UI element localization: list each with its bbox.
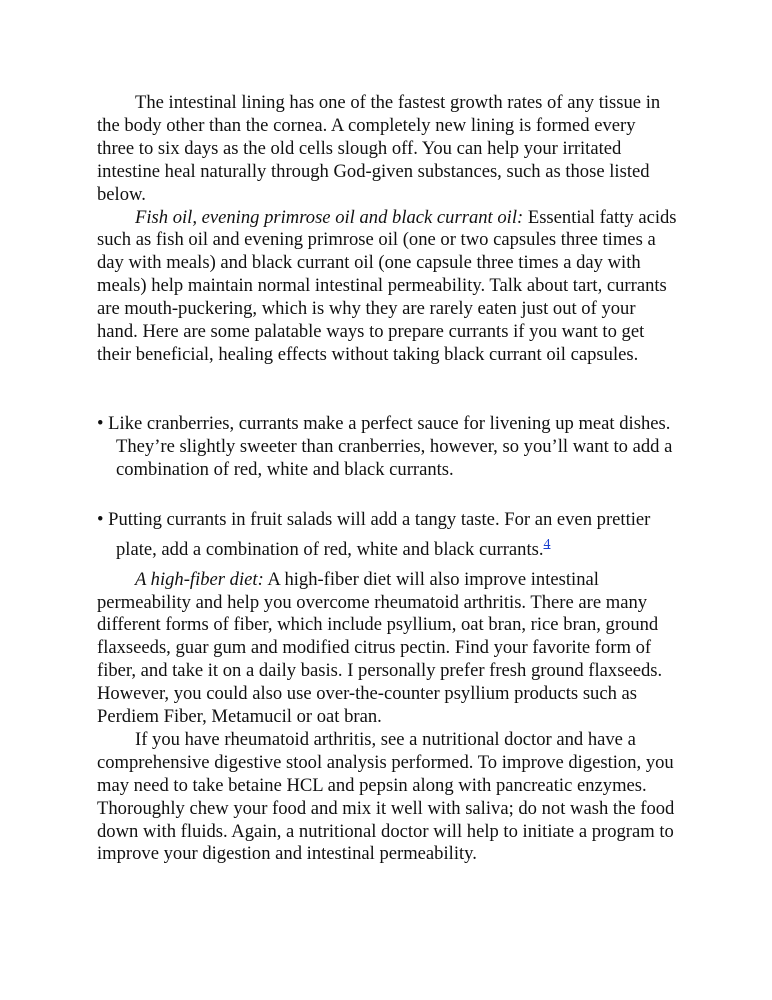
- paragraph-text: A high-fiber diet will also improve intestinal permeability and help you overcome rheumatoid arthritis. There are many different forms of fiber, which include psyllium, oat bran, rice bran, ground flaxseeds, guar gum and modified citrus pectin. Find your favorite form of fiber, and take it on a daily basis. I personally prefer fresh ground flaxseeds. However, you could also use over-the-counter psyllium products such as Perdiem Fiber, Metamucil or oat bran.: [97, 568, 663, 728]
- paragraph-text: If you have rheumatoid arthritis, see a nutritional doctor and have a comprehensive digestive stool analysis performed. To improve digestion, you may need to take betaine HCL and pepsin along with pancreatic enzymes. Thoroughly chew your food and mix it well with saliva; do not wash the food down with fluids. Again, a nutritional doctor will help to initiate a program to improve your digestion and intestinal permeability.: [97, 728, 675, 865]
- paragraph-high-fiber: [97, 569, 677, 729]
- footnote-link[interactable]: 4: [543, 536, 551, 552]
- paragraph-fish-oil: [97, 207, 677, 367]
- list-item-text: Putting currants in fruit salads will add a tangy taste. For an even prettier plate, add a combination of red, white and black currants.: [103, 508, 651, 560]
- list-item: [97, 413, 677, 482]
- list-item: [97, 505, 677, 565]
- paragraph-text: Essential fatty acids such as fish oil and evening primrose oil (one or two capsules three times a day with meals) and black currant oil (one capsule three times a day with meals) help maintain normal intestinal permeability. Talk about tart, currants are mouth-puckering, which is why they are rarely eaten just out of your hand. Here are some palatable ways to prepare currants if you want to get their beneficial, healing effects without taking black currant oil capsules.: [97, 206, 677, 365]
- paragraph-digestion: [97, 729, 677, 866]
- currant-tips-list: [97, 413, 677, 565]
- bullet-marker: •: [97, 412, 104, 434]
- list-item-text: Like cranberries, currants make a perfect sauce for livening up meat dishes. They’re slightly sweeter than cranberries, however, so you’ll want to add a combination of red, white and black currants.: [103, 412, 673, 480]
- paragraph-lead-italic: A high-fiber diet:: [135, 568, 264, 590]
- paragraph-lead-italic: Fish oil, evening primrose oil and black currant oil:: [135, 206, 524, 228]
- document-page: [97, 92, 677, 866]
- bullet-marker: •: [97, 508, 104, 530]
- paragraph-text: The intestinal lining has one of the fastest growth rates of any tissue in the body other than the cornea. A completely new lining is formed every three to six days as the old cells slough off. You can help your irritated intestine heal naturally through God-given substances, such as those listed below.: [97, 92, 661, 205]
- paragraph-intestinal-lining: [97, 92, 677, 207]
